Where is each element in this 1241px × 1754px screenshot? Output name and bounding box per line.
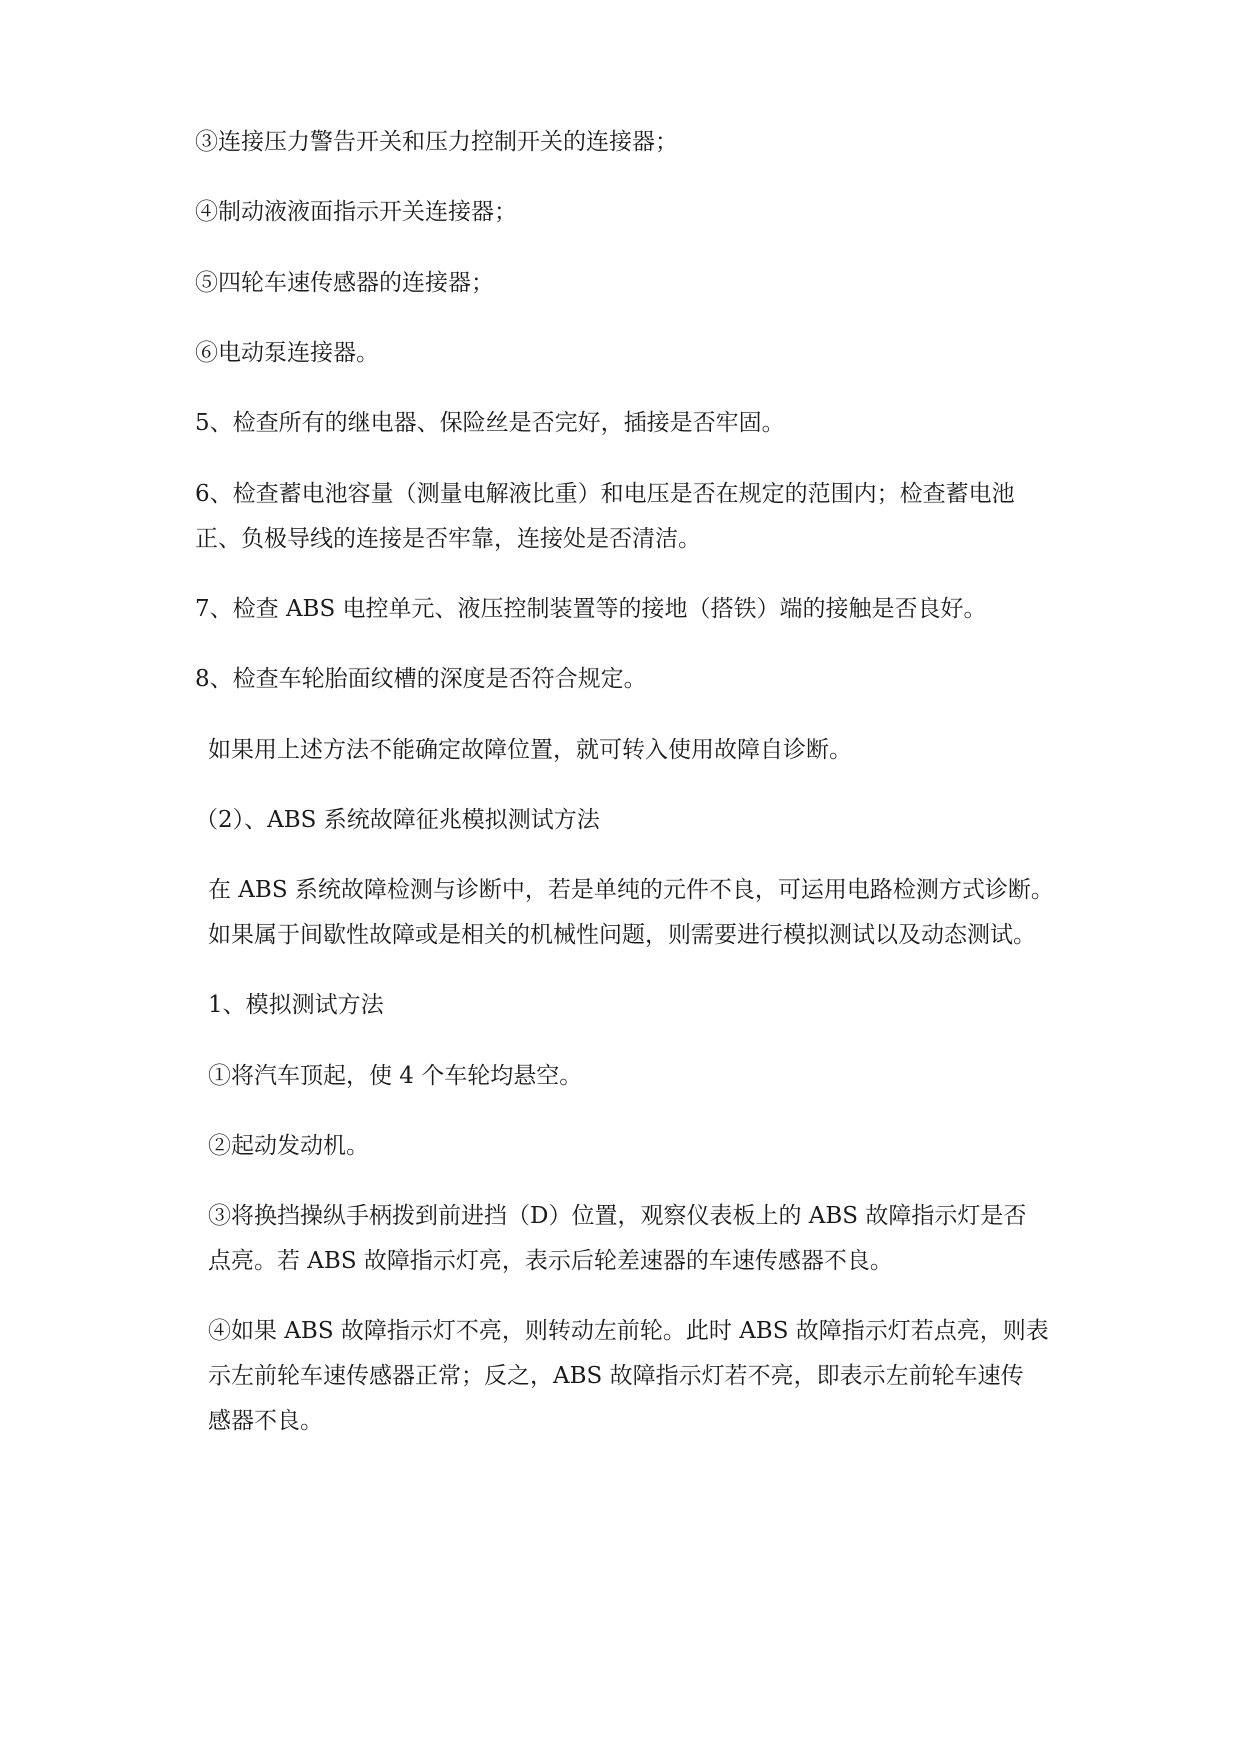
list-item-6: ⑥电动泵连接器。 bbox=[195, 340, 379, 366]
paragraph-self-diagnosis: 如果用上述方法不能确定故障位置，就可转入使用故障自诊断。 bbox=[208, 737, 852, 763]
test-step-4-line-3: 感器不良。 bbox=[208, 1408, 323, 1434]
test-step-4-line-2: 示左前轮车速传感器正常；反之，ABS 故障指示灯若不亮，即表示左前轮车速传 bbox=[208, 1363, 1024, 1389]
test-step-3-line-1: ③将换挡操纵手柄拨到前进挡（D）位置，观察仪表板上的 ABS 故障指示灯是否 bbox=[208, 1203, 1027, 1229]
paragraph-intro-line-2: 如果属于间歇性故障或是相关的机械性问题，则需要进行模拟测试以及动态测试。 bbox=[208, 922, 1036, 948]
paragraph-step-5: 5、检查所有的继电器、保险丝是否完好，插接是否牢固。 bbox=[195, 410, 785, 436]
paragraph-step-6-line-1: 6、检查蓄电池容量（测量电解液比重）和电压是否在规定的范围内；检查蓄电池 bbox=[195, 481, 1015, 507]
list-item-3: ③连接压力警告开关和压力控制开关的连接器； bbox=[195, 129, 678, 155]
paragraph-step-7: 7、检查 ABS 电控单元、液压控制装置等的接地（搭铁）端的接触是否良好。 bbox=[195, 596, 987, 622]
list-item-4: ④制动液液面指示开关连接器； bbox=[195, 199, 517, 225]
test-step-1: ①将汽车顶起，使 4 个车轮均悬空。 bbox=[208, 1063, 583, 1089]
test-step-4-line-1: ④如果 ABS 故障指示灯不亮，则转动左前轮。此时 ABS 故障指示灯若点亮，则表 bbox=[208, 1318, 1049, 1344]
paragraph-step-8: 8、检查车轮胎面纹槽的深度是否符合规定。 bbox=[195, 666, 647, 692]
section-heading: （2）、ABS 系统故障征兆模拟测试方法 bbox=[195, 807, 600, 833]
paragraph-intro-line-1: 在 ABS 系统故障检测与诊断中，若是单纯的元件不良，可运用电路检测方式诊断。 bbox=[208, 877, 1054, 903]
test-step-2: ②起动发动机。 bbox=[208, 1133, 369, 1159]
test-step-3-line-2: 点亮。若 ABS 故障指示灯亮，表示后轮差速器的车速传感器不良。 bbox=[208, 1248, 893, 1274]
list-item-5: ⑤四轮车速传感器的连接器； bbox=[195, 270, 494, 296]
subsection-heading: 1、模拟测试方法 bbox=[208, 992, 384, 1018]
paragraph-step-6-line-2: 正、负极导线的连接是否牢靠，连接处是否清洁。 bbox=[195, 526, 701, 552]
